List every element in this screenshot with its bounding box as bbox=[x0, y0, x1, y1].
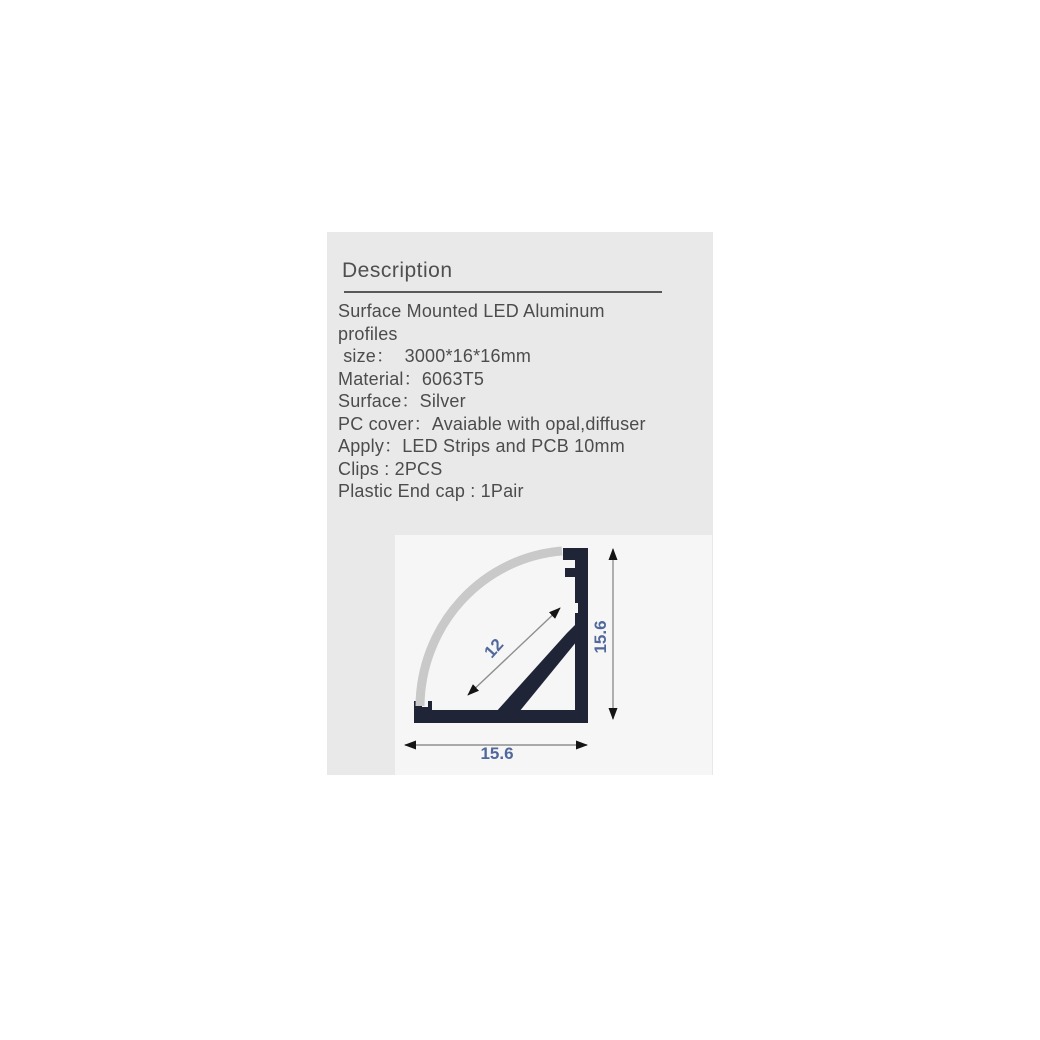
height-dimension-label: 15.6 bbox=[591, 620, 610, 654]
profile-top-clip-tooth bbox=[565, 568, 575, 577]
profile-diagram bbox=[395, 535, 712, 775]
profile-cross-section-drawing bbox=[395, 535, 712, 775]
description-line-clips: Clips : 2PCS bbox=[338, 458, 443, 479]
heading-underline bbox=[344, 291, 662, 293]
description-line-pc-cover: PC cover：Avaiable with opal,diffuser bbox=[338, 413, 646, 434]
panel-heading: Description bbox=[342, 259, 453, 282]
description-line-apply: Apply：LED Strips and PCB 10mm bbox=[338, 436, 625, 456]
description-line-product-2: profiles bbox=[338, 323, 398, 344]
profile-inner-wall-notch bbox=[573, 603, 578, 613]
description-line-size: size： 3000*16*16mm bbox=[338, 346, 532, 366]
diagonal-dimension-label: 12 bbox=[480, 634, 508, 662]
description-line-surface: Surface：Silver bbox=[338, 391, 466, 411]
width-dimension-label: 15.6 bbox=[480, 744, 514, 763]
description-text bbox=[338, 300, 708, 503]
description-line-end-cap: Plastic End cap : 1Pair bbox=[338, 481, 524, 501]
description-line-product: Surface Mounted LED Aluminum bbox=[338, 301, 605, 321]
profile-vertical-flange bbox=[575, 548, 588, 723]
description-panel bbox=[327, 232, 713, 775]
description-line-material: Material：6063T5 bbox=[338, 368, 485, 389]
profile-top-lip bbox=[563, 548, 575, 560]
profile-bottom-flange bbox=[414, 710, 588, 723]
